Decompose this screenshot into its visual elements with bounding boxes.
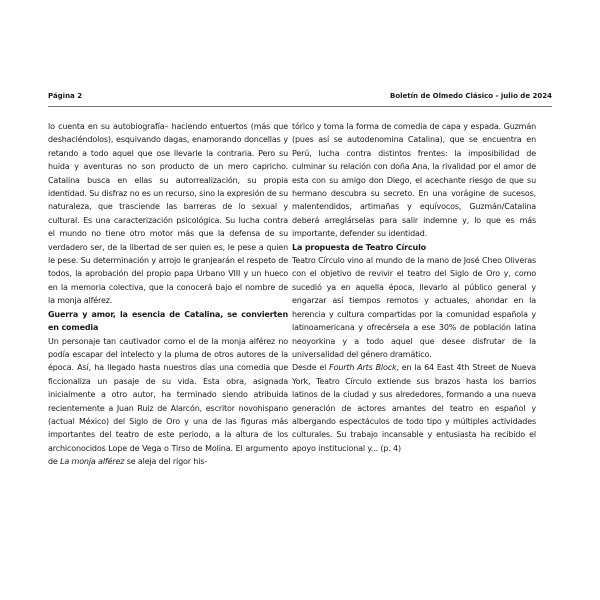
section-heading: La propuesta de Teatro Círculo (292, 242, 427, 252)
text-run: Un personaje tan cautivador como el de la monja alférez no podía escapar del intelecto y la pluma de otros autores de la época. Así, ha llegado hasta nuestros días una comedia que ficcionaliza un pasaje de su vida. Esta obra, asignada inicialmente a otro autor, ha terminado siendo atribuida recientemente a Juan Ruiz de Alarcón, escritor novohispano (actual México) del Siglo de Oro y una de las figuras más importantes del teatro de este periodo, a la altura de los archiconocidos Lope de Vega o Tirso de Molina. El argumento de (48, 336, 288, 467)
publication-title: Boletín de Olmedo Clásico - julio de 2024 (390, 92, 552, 100)
left-column (48, 120, 288, 469)
venue-name: Fourth Arts Block (329, 363, 397, 373)
text-run: , en la 64 East 4th Street de Nueva York, Teatro Círculo extiende sus brazos hasta los barrios latinos de la ciudad y sus alrededores, formando a una nueva generación de actores amantes del teatro en español y albergando espectáculos de todo tipo y múltiples actividades culturales. Su trabajo incansable y entusiasta ha recibido el apoyo institucional y... (p. 4) (292, 363, 536, 453)
page-header (48, 92, 552, 106)
paragraph (292, 361, 536, 455)
section-heading: Guerra y amor, la esencia de Catalina, se convierten en comedia (48, 309, 288, 333)
text-run: Desde el (292, 363, 330, 373)
right-column (292, 120, 536, 455)
page-number: Página 2 (48, 92, 83, 100)
header-divider (48, 106, 552, 107)
text-run: se aleja del rigor his- (124, 457, 208, 467)
paragraph: tórico y toma la forma de comedia de capa y espada. Guzmán (pues así se autodenomina Catalina), que se encuentra en Perú, lucha contra distintos frentes: la imposibilidad de culminar su relación con doña Ana, la rivalidad por el amor de esta con su amigo don Diego, el acechante riesgo de que su hermano descubra su secreto. En una vorágine de sucesos, malentendidos, artimañas y equívocos, Guzmán/Catalina deberá arreglárselas para salir indemne y, lo que es más importante, defender su identidad. (292, 122, 536, 239)
paragraph: lo cuenta en su autobiografía– haciendo entuertos (más que deshaciéndolos), esquivando dagas, enamorando doncellas y retando a todo aquel que ose llevarle la contraria. Pero su huida y aventuras no son producto de un mero capricho. Catalina busca en ellas su autorrealización, su propia identidad. Su disfraz no es un recurso, sino la expresión de su naturaleza, que trasciende las barreras de lo sexual y cultural. Es una caracterización psicológica. Su lucha contra el mundo no tiene otro motor más que la defensa de su verdadero ser, de la libertad de ser quien es, le pese a quien le pese. Su determinación y arrojo le granjearán el respeto de todos, la aprobación del propio papa Urbano VIII y un hueco en la memoria colectiva, que la conocerá bajo el nombre de la monja alférez. (48, 122, 288, 306)
play-title: La monja alférez (60, 457, 125, 467)
paragraph: Teatro Círculo vino al mundo de la mano de José Cheo Oliveras con el objetivo de revivir el teatro del Siglo de Oro y, como sucedió ya en aquella época, llevarlo al público general y engarzar así tiempos remotos y actuales, ahondar en la herencia y cultura compartidas por la comunidad española y latinoamericana y ofrecérsela a ese 30% de población latina neoyorkina y a todo aquel que desee disfrutar de la universalidad del género dramático. (292, 256, 536, 359)
paragraph (48, 335, 288, 469)
